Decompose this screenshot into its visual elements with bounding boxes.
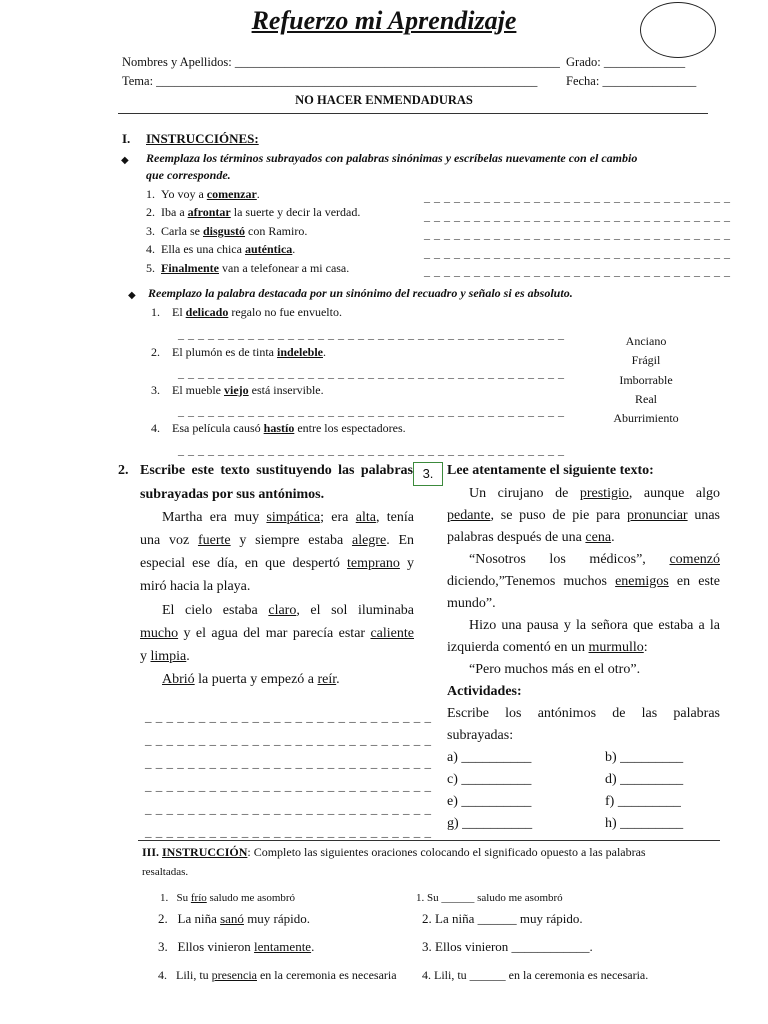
- section2-heading-line2: subrayadas por sus antónimos.: [140, 487, 325, 502]
- text-line: y limpia.: [140, 649, 190, 664]
- fill-in-sentence[interactable]: 3. Ellos vinieron ____________.: [422, 939, 593, 954]
- answer-line[interactable]: _ _ _ _ _ _ _ _ _ _ _ _ _ _ _ _ _ _ _ _ _ _ _ _ _ _ _ _ _ _ _: [424, 190, 731, 204]
- answer-line[interactable]: _ _ _ _ _ _ _ _ _ _ _ _ _ _ _ _ _ _ _ _ _ _ _ _ _ _ _: [145, 778, 432, 793]
- notice-text: NO HACER ENMENDADURAS: [295, 93, 473, 107]
- answer-line[interactable]: _ _ _ _ _ _ _ _ _ _ _ _ _ _ _ _ _ _ _ _ _ _ _ _ _ _ _: [145, 709, 432, 724]
- bullet-icon: ◆: [128, 290, 136, 301]
- text-line: Un cirujano de prestigio, aunque algo: [469, 486, 720, 501]
- answer-line[interactable]: _ _ _ _ _ _ _ _ _ _ _ _ _ _ _ _ _ _ _ _ _ _ _ _ _ _ _ _ _ _ _: [424, 227, 731, 241]
- list-item: 1. El delicado regalo no fue envuelto.: [151, 305, 342, 319]
- text-line: especial ese día, en que despertó temprano y: [140, 556, 415, 571]
- text-line: diciendo,”Tenemos muchos enemigos en este: [447, 574, 721, 589]
- answer-line[interactable]: _ _ _ _ _ _ _ _ _ _ _ _ _ _ _ _ _ _ _ _ _ _ _ _ _ _ _ _ _ _ _ _ _ _ _ _ _ _ _: [178, 404, 565, 418]
- answer-line[interactable]: _ _ _ _ _ _ _ _ _ _ _ _ _ _ _ _ _ _ _ _ _ _ _ _ _ _ _: [145, 755, 432, 770]
- word-box-item: Anciano: [625, 334, 667, 348]
- fill-in-sentence[interactable]: 2. La niña ______ muy rápido.: [422, 911, 583, 926]
- text-line: miró hacia la playa.: [140, 579, 251, 594]
- section1-heading: INSTRUCCIÓNES:: [146, 131, 259, 146]
- grade-circle: [640, 2, 716, 58]
- word-box-item: Aburrimiento: [613, 411, 679, 425]
- text-line: palabras después de una cena.: [447, 530, 615, 545]
- list-item: 2. El plumón es de tinta indeleble.: [151, 345, 326, 359]
- activity-answer-line[interactable]: b) _________: [605, 750, 684, 765]
- answer-line[interactable]: _ _ _ _ _ _ _ _ _ _ _ _ _ _ _ _ _ _ _ _ _ _ _ _ _ _ _ _ _ _ _: [424, 264, 731, 278]
- text-line: Martha era muy simpática; era alta, tenía: [162, 510, 414, 525]
- text-line: izquierda comentó en un murmullo:: [447, 640, 648, 655]
- text-line: Abrió la puerta y empezó a reír.: [162, 672, 340, 687]
- text-line: mundo”.: [447, 596, 496, 611]
- answer-line[interactable]: _ _ _ _ _ _ _ _ _ _ _ _ _ _ _ _ _ _ _ _ _ _ _ _ _ _ _: [145, 824, 432, 839]
- instruction-a-line1: Reemplaza los términos subrayados con palabras sinónimas y escríbelas nuevamente con el cambio: [146, 151, 638, 165]
- activities-text-line2: subrayadas:: [447, 728, 514, 743]
- activity-answer-line[interactable]: f) _________: [605, 794, 681, 809]
- answer-line[interactable]: _ _ _ _ _ _ _ _ _ _ _ _ _ _ _ _ _ _ _ _ _ _ _ _ _ _ _: [145, 801, 432, 816]
- bullet-icon: ◆: [121, 155, 129, 166]
- text-line: mucho y el agua del mar parecía estar caliente: [140, 626, 414, 641]
- text-line: “Nosotros los médicos”, comenzó: [469, 552, 720, 567]
- text-line: El cielo estaba claro, el sol iluminaba: [162, 603, 414, 618]
- activity-answer-line[interactable]: h) _________: [605, 816, 684, 831]
- section4-instruction-line2: resaltadas.: [142, 866, 189, 878]
- text-line: Hizo una pausa y la señora que estaba a la: [469, 618, 720, 633]
- activity-answer-line[interactable]: d) _________: [605, 772, 684, 787]
- activity-answer-line[interactable]: a) __________: [447, 750, 532, 765]
- answer-line[interactable]: _ _ _ _ _ _ _ _ _ _ _ _ _ _ _ _ _ _ _ _ _ _ _ _ _ _ _ _ _ _ _: [424, 246, 731, 260]
- grade-field-label: Grado: _____________: [566, 55, 686, 69]
- activities-title: Actividades:: [447, 684, 522, 699]
- list-item: 2. Iba a afrontar la suerte y decir la verdad.: [146, 205, 361, 219]
- list-item: 1. Yo voy a comenzar.: [146, 187, 260, 201]
- topic-field-label: Tema: _____________________________________________________________: [122, 74, 538, 88]
- answer-line[interactable]: _ _ _ _ _ _ _ _ _ _ _ _ _ _ _ _ _ _ _ _ _ _ _ _ _ _ _ _ _ _ _ _ _ _ _ _ _ _ _: [178, 327, 565, 341]
- answer-line[interactable]: _ _ _ _ _ _ _ _ _ _ _ _ _ _ _ _ _ _ _ _ _ _ _ _ _ _ _ _ _ _ _ _ _ _ _ _ _ _ _: [178, 443, 565, 457]
- list-item: 3. Carla se disgustó con Ramiro.: [146, 224, 308, 238]
- activity-answer-line[interactable]: e) __________: [447, 794, 532, 809]
- word-box-item: Frágil: [631, 353, 661, 367]
- instruction-b: Reemplazo la palabra destacada por un sinónimo del recuadro y señalo si es absoluto.: [148, 286, 573, 300]
- list-item: 1. Su frío saludo me asombró: [160, 892, 296, 904]
- instruction-a-line2: que corresponde.: [146, 168, 231, 182]
- fill-in-sentence[interactable]: 4. Lili, tu ______ en la ceremonia es necesaria.: [422, 968, 649, 982]
- list-item: 2. La niña sanó muy rápido.: [158, 911, 311, 926]
- answer-line[interactable]: _ _ _ _ _ _ _ _ _ _ _ _ _ _ _ _ _ _ _ _ _ _ _ _ _ _ _ _ _ _ _ _ _ _ _ _ _ _ _: [178, 366, 565, 380]
- section2-number: 2.: [118, 463, 129, 478]
- word-box-item: Imborrable: [619, 373, 673, 387]
- section-divider: [138, 840, 720, 841]
- fill-in-sentence[interactable]: 1. Su ______ saludo me asombró: [416, 892, 563, 904]
- page-title: Refuerzo mi Aprendizaje: [251, 6, 517, 35]
- activity-answer-line[interactable]: g) __________: [447, 816, 533, 831]
- section2-heading-line1: Escribe este texto sustituyendo las palabras: [140, 463, 413, 478]
- list-item: 3. El mueble viejo está inservible.: [151, 383, 324, 397]
- list-item: 4. Lili, tu presencia en la ceremonia es necesaria: [158, 968, 397, 982]
- text-line: “Pero muchos más en el otro”.: [469, 662, 641, 677]
- date-field-label: Fecha: _______________: [566, 74, 697, 88]
- word-box-item: Real: [635, 392, 657, 406]
- answer-line[interactable]: _ _ _ _ _ _ _ _ _ _ _ _ _ _ _ _ _ _ _ _ _ _ _ _ _ _ _ _ _ _ _: [424, 209, 731, 223]
- answer-line[interactable]: _ _ _ _ _ _ _ _ _ _ _ _ _ _ _ _ _ _ _ _ _ _ _ _ _ _ _: [145, 732, 432, 747]
- list-item: 5. Finalmente van a telefonear a mi casa.: [146, 261, 350, 275]
- activities-text-line1: Escribe los antónimos de las palabras: [447, 706, 720, 721]
- list-item: 4. Esa película causó hastío entre los espectadores.: [151, 421, 406, 435]
- text-line: pedante, se puso de pie para pronunciar unas: [447, 508, 720, 523]
- section1-roman: I.: [122, 131, 131, 146]
- section4-instruction: III. INSTRUCCIÓN: Completo las siguientes oraciones colocando el significado opuesto a las palabras: [142, 845, 646, 859]
- list-item: 4. Ella es una chica auténtica.: [146, 242, 296, 256]
- section3-number-box: 3.: [413, 462, 443, 486]
- header-divider: [118, 113, 708, 114]
- section3-heading: Lee atentamente el siguiente texto:: [447, 463, 654, 478]
- text-line: una voz fuerte y siempre estaba alegre. En: [140, 533, 415, 548]
- name-field-label: Nombres y Apellidos: ____________________________________________________: [122, 55, 560, 69]
- activity-answer-line[interactable]: c) __________: [447, 772, 532, 787]
- list-item: 3. Ellos vinieron lentamente.: [158, 939, 315, 954]
